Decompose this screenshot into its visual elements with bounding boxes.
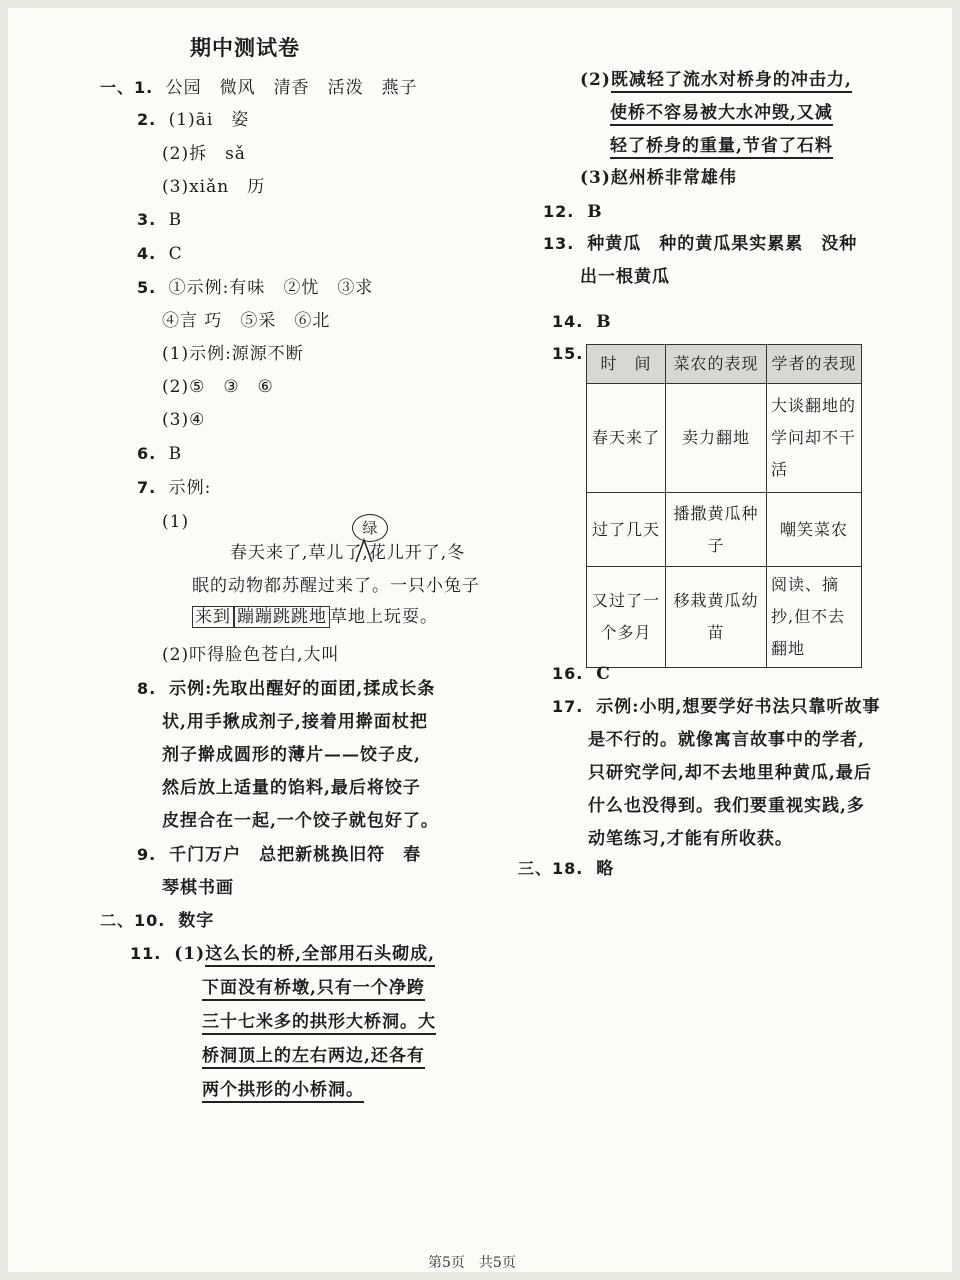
boxed-word-laidao: 来到 <box>192 606 234 628</box>
q5-answer-c: (1)示例:源源不断 <box>162 344 304 364</box>
q8-line5: 皮捏合在一起,一个饺子就包好了。 <box>162 811 439 831</box>
q17-line3: 只研究学问,却不去地里种黄瓜,最后 <box>588 763 872 783</box>
q5-answer-e: (3)④ <box>162 410 206 430</box>
q17-label: 17. <box>552 697 584 716</box>
q18-answer: 略 <box>596 859 615 879</box>
q7-label: 7. <box>137 478 157 497</box>
page-title: 期中测试卷 <box>190 35 300 60</box>
q11-part2-label: (2) <box>580 70 611 90</box>
table-cell: 大谈翻地的学问却不干活 <box>767 384 862 493</box>
q4-answer: C <box>168 244 183 264</box>
table-cell: 嘲笑菜农 <box>767 493 862 567</box>
q17-line5: 动笔练习,才能有所收获。 <box>588 829 793 849</box>
q5-answer-d: (2)⑤ ③ ⑥ <box>162 377 274 397</box>
q17-line4: 什么也没得到。我们要重视实践,多 <box>588 796 865 816</box>
q15-table <box>586 344 862 668</box>
q5-row <box>137 276 373 300</box>
q2-row <box>137 108 249 132</box>
q8-row <box>137 677 435 701</box>
q5-answer-b: ④言 巧 ⑤采 ⑥北 <box>162 311 331 331</box>
section1-label: 一、1. <box>100 78 154 97</box>
q7-answer: 示例: <box>168 478 212 498</box>
q11-row <box>130 942 435 966</box>
q9-line2: 琴棋书画 <box>162 878 234 898</box>
q12-label: 12. <box>543 202 575 221</box>
q6-row <box>137 442 182 466</box>
q17-line2: 是不行的。就像寓言故事中的学者, <box>588 730 865 750</box>
table-header-row <box>587 345 862 384</box>
q15-label: 15. <box>552 344 584 363</box>
q16-answer: C <box>596 664 611 684</box>
table-cell: 春天来了 <box>587 384 666 493</box>
table-cell: 又过了一个多月 <box>587 567 666 668</box>
table-cell: 阅读、摘抄,但不去翻地 <box>767 567 862 668</box>
boxed-word-bengbeng: 蹦蹦跳跳地 <box>234 606 330 628</box>
q8-line2: 状,用手揪成剂子,接着用擀面杖把 <box>162 712 428 732</box>
q13-line2: 出一根黄瓜 <box>580 267 670 287</box>
q13-label: 13. <box>543 234 575 253</box>
q11-part1-label: (1) <box>174 944 206 964</box>
q9-line1: 千门万户 总把新桃换旧符 春 <box>169 845 422 865</box>
q5-label: 5. <box>137 278 157 297</box>
q2-answer-c: (3)xiǎn 历 <box>162 177 266 197</box>
q7-row <box>137 476 211 500</box>
q9-label: 9. <box>137 845 157 864</box>
q11-part3: (3)赵州桥非常雄伟 <box>580 168 737 188</box>
table-cell: 播撒黄瓜种子 <box>666 493 767 567</box>
q1-answer: 公园 微风 清香 活泼 燕子 <box>165 78 418 98</box>
q8-label: 8. <box>137 679 157 698</box>
q13-row <box>543 232 857 256</box>
q4-row <box>137 242 183 266</box>
section2-label: 二、10. <box>100 911 166 930</box>
q14-label: 14. <box>552 312 584 331</box>
q16-label: 16. <box>552 664 584 683</box>
q3-row <box>137 208 182 232</box>
table-header: 学者的表现 <box>767 345 862 384</box>
q9-row <box>137 843 421 867</box>
table-header: 菜农的表现 <box>666 345 767 384</box>
q7-passage-line2: 眠的动物都苏醒过来了。一只小兔子 <box>192 576 480 596</box>
q17-line1: 示例:小明,想要学好书法只靠听故事 <box>596 697 881 717</box>
q7-passage-line3 <box>192 605 438 629</box>
inserted-word-circle: 绿 <box>352 514 388 542</box>
table-header: 时 间 <box>587 345 666 384</box>
q2-answer-b: (2)拆 sǎ <box>162 144 246 164</box>
q8-line3: 剂子擀成圆形的薄片——饺子皮, <box>162 745 421 765</box>
q11-line2: 下面没有桥墩,只有一个净跨 <box>202 978 425 1001</box>
q10-row <box>100 909 214 933</box>
q11-line3: 三十七米多的拱形大桥洞。大 <box>202 1012 436 1035</box>
q7-passage-line1: 春天来了,草儿了,花儿开了,冬 <box>230 543 466 563</box>
q13-line1: 种黄瓜 种的黄瓜果实累累 没种 <box>587 234 858 254</box>
page-number: 第5页 共5页 <box>428 1255 516 1271</box>
table-row <box>587 567 862 668</box>
table-row <box>587 493 862 567</box>
q11-part2-line2: 使桥不容易被大水冲毁,又减 <box>610 103 833 126</box>
table-cell: 卖力翻地 <box>666 384 767 493</box>
q16-row <box>552 662 611 686</box>
q11-part2-row <box>580 68 852 92</box>
q17-row <box>552 695 880 719</box>
q11-line1: 这么长的桥,全部用石头砌成, <box>205 944 435 967</box>
q3-answer: B <box>168 210 183 230</box>
table-cell: 过了几天 <box>587 493 666 567</box>
q1-row <box>100 76 418 100</box>
q12-answer: B <box>587 202 603 222</box>
q11-line4: 桥洞顶上的左右两边,还各有 <box>202 1046 425 1069</box>
q11-label: 11. <box>130 944 162 963</box>
q6-answer: B <box>168 444 183 464</box>
q7-part2: (2)吓得脸色苍白,大叫 <box>162 645 340 665</box>
q5-answer-a: ①示例:有味 ②忧 ③求 <box>168 278 374 298</box>
q10-answer: 数字 <box>178 911 215 931</box>
q7-part1-label: (1) <box>162 512 190 532</box>
q11-line5: 两个拱形的小桥洞。 <box>202 1080 364 1103</box>
q14-row <box>552 310 612 334</box>
q18-row <box>518 857 614 881</box>
q4-label: 4. <box>137 244 157 263</box>
table-cell: 移栽黄瓜幼苗 <box>666 567 767 668</box>
table-row <box>587 384 862 493</box>
q3-label: 3. <box>137 210 157 229</box>
q12-row <box>543 200 603 224</box>
q2-label: 2. <box>137 110 157 129</box>
q14-answer: B <box>596 312 612 332</box>
q2-answer-a: (1)āi 姿 <box>168 110 250 130</box>
q11-part2-line3: 轻了桥身的重量,节省了石料 <box>610 136 833 159</box>
section3-label: 三、18. <box>518 859 584 878</box>
q8-line4: 然后放上适量的馅料,最后将饺子 <box>162 778 421 798</box>
q8-line1: 示例:先取出醒好的面团,揉成长条 <box>169 679 436 699</box>
q7-passage-line3-rest: 草地上玩耍。 <box>330 607 438 627</box>
q11-part2-line1: 既减轻了流水对桥身的冲击力, <box>611 70 852 93</box>
q6-label: 6. <box>137 444 157 463</box>
